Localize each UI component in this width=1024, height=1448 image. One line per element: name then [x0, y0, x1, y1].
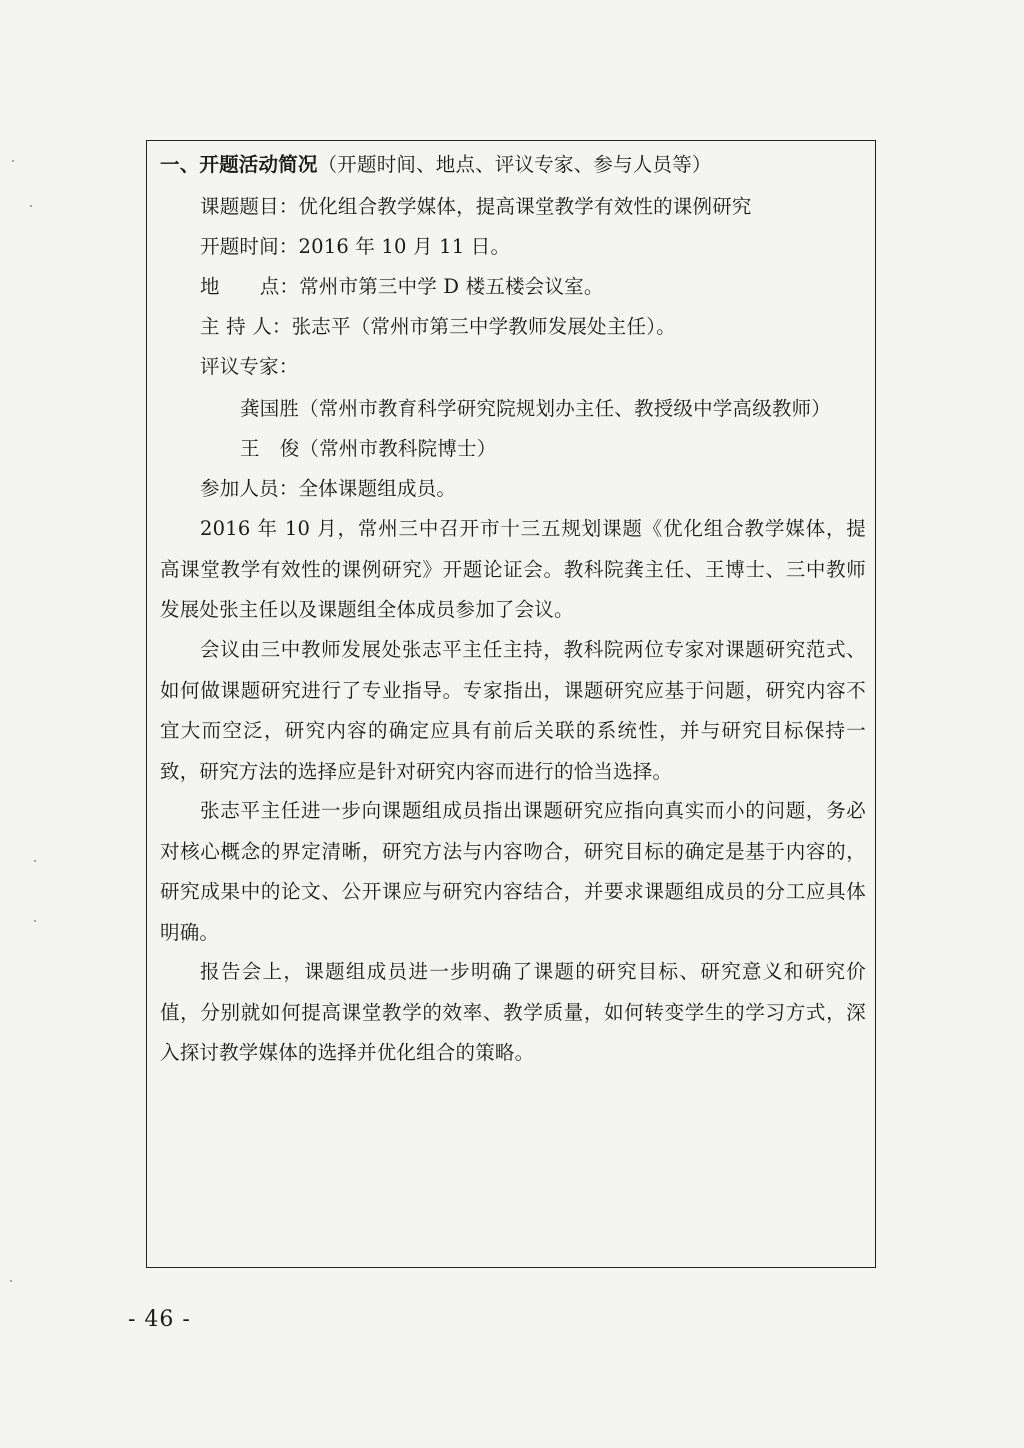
page-number: - 46 - [128, 1307, 191, 1332]
section-number: 一、 [160, 153, 200, 176]
experts-label: 评议专家： [200, 355, 299, 378]
place-label: 地 [200, 275, 220, 298]
paragraph-4: 报告会上，课题组成员进一步明确了课题的研究目标、研究意义和研究价值，分别就如何提高课堂教学的效率、教学质量，如何转变学生的学习方式，深入探讨教学媒体的选择并优化组合的策略。 [160, 960, 866, 1064]
activity-summary-frame [146, 140, 876, 1268]
section-title: 开题活动简况 [199, 153, 318, 176]
scan-speck [34, 920, 36, 922]
place-value: 常州市第三中学 D 楼五楼会议室。 [299, 275, 604, 298]
scan-speck [10, 1280, 12, 1282]
expert-2-surname: 王 [240, 437, 260, 460]
expert-1: 龚国胜（常州市教育科学研究院规划办主任、教授级中学高级教师） [240, 397, 832, 420]
scan-speck [12, 160, 14, 162]
time-line: 开题时间：2016 年 10 月 11 日。 [200, 235, 511, 258]
place-line [200, 273, 604, 301]
scan-speck [30, 205, 32, 207]
place-label-2: 点： [259, 275, 300, 298]
topic-line: 课题题目：优化组合教学媒体，提高课堂教学有效性的课例研究 [200, 195, 752, 218]
participants-line: 参加人员：全体课题组成员。 [200, 477, 457, 500]
scan-speck [34, 860, 36, 862]
host-value: 张志平（常州市第三中学教师发展处主任）。 [291, 315, 676, 338]
section-heading [160, 151, 712, 179]
expert-2 [240, 435, 496, 463]
host-label: 主 持 人： [200, 315, 292, 338]
paragraph-3: 张志平主任进一步向课题组成员指出课题研究应指向真实而小的问题，务必对核心概念的界定清晰，研究方法与内容吻合，研究目标的确定是基于内容的，研究成果中的论文、公开课应与研究内容结合，并要求课题组成员的分工应具体明确。 [160, 799, 866, 944]
section-subtitle: （开题时间、地点、评议专家、参与人员等） [317, 153, 712, 176]
expert-2-rest: 俊（常州市教科院博士） [279, 437, 497, 460]
host-line [200, 313, 676, 341]
paragraph-1: 2016 年 10 月，常州三中召开市十三五规划课题《优化组合教学媒体，提高课堂教学有效性的课例研究》开题论证会。教科院龚主任、王博士、三中教师发展处张主任以及课题组全体成员参加了会议。 [160, 517, 866, 621]
paragraph-2: 会议由三中教师发展处张志平主任主持，教科院两位专家对课题研究范式、如何做课题研究进行了专业指导。专家指出，课题研究应基于问题，研究内容不宜大而空泛，研究内容的确定应具有前后关联的系统性，并与研究目标保持一致，研究方法的选择应是针对研究内容而进行的恰当选择。 [160, 638, 866, 783]
